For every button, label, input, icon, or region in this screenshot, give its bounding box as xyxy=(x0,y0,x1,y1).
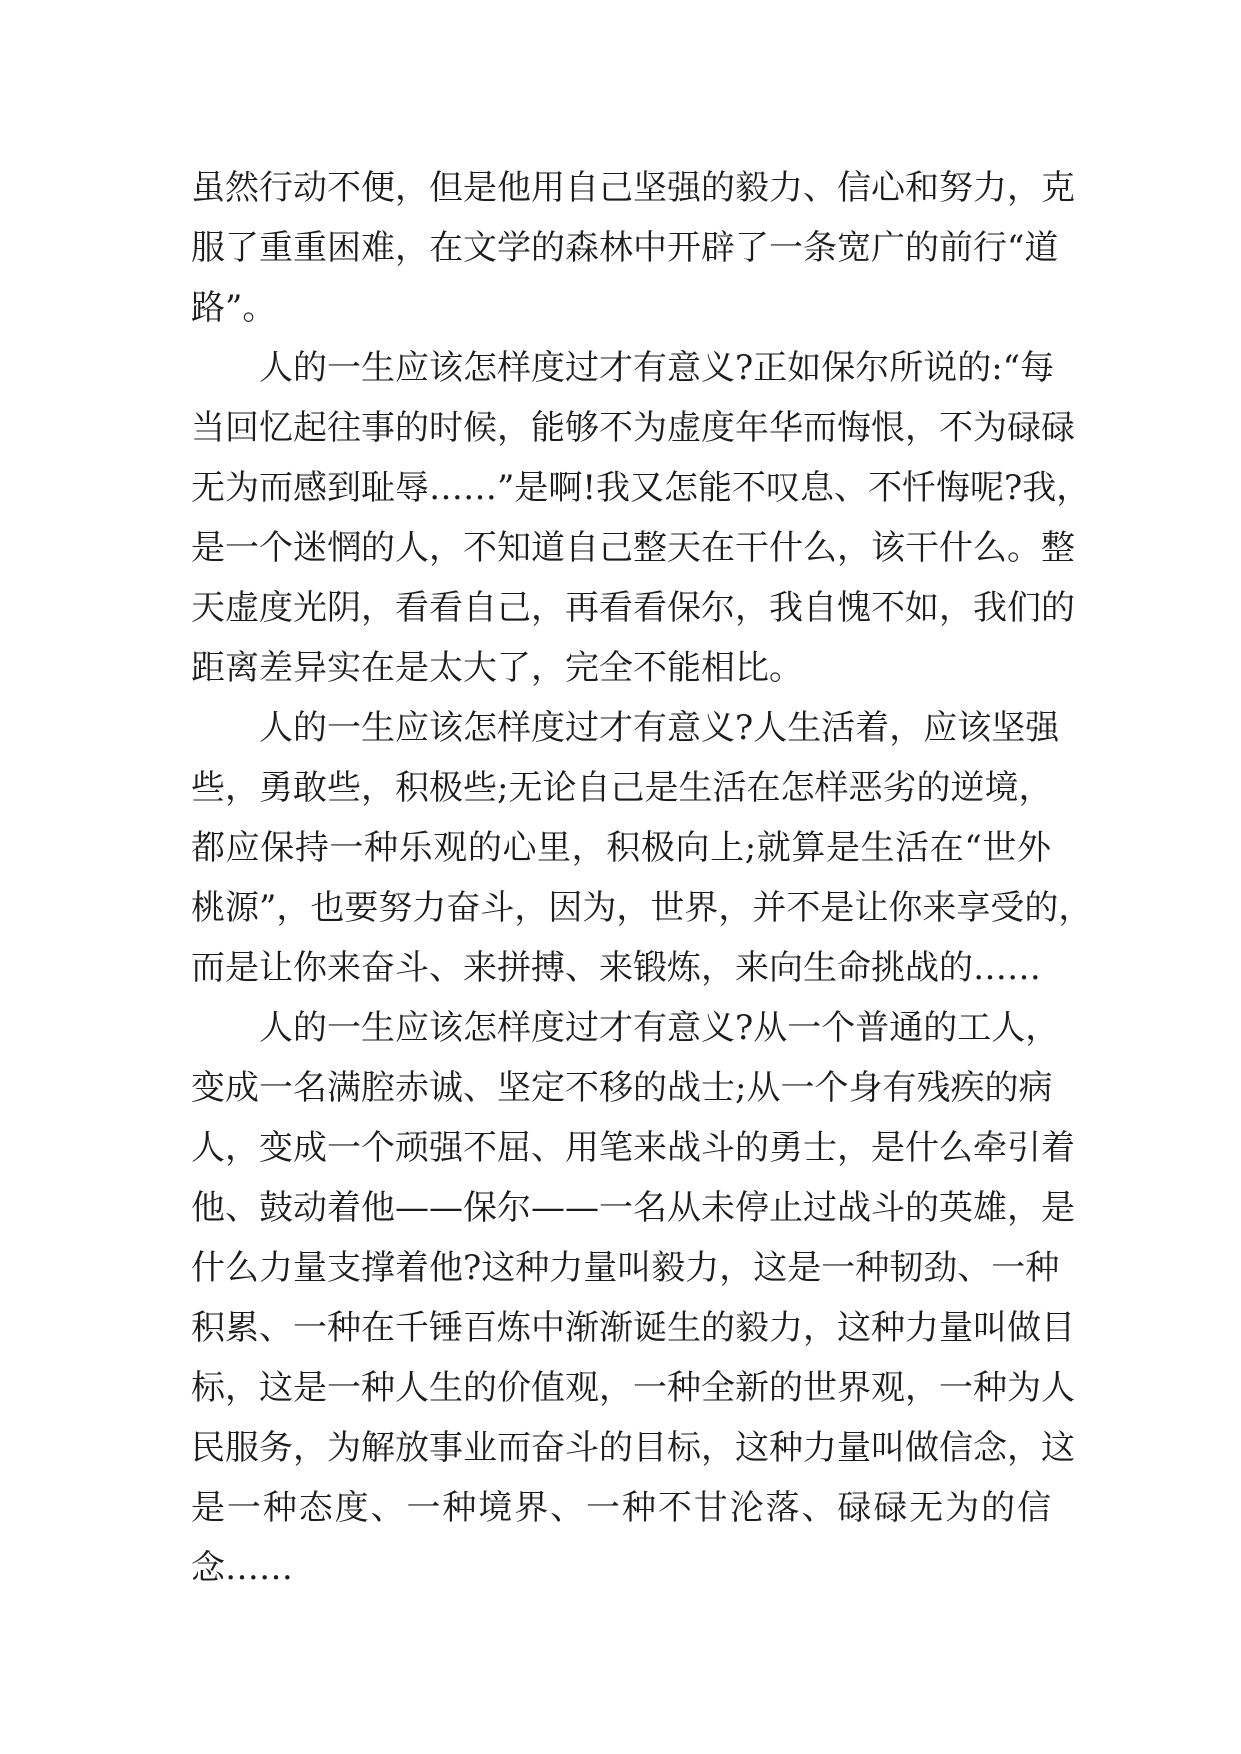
text-line: 变成一名满腔赤诚、坚定不移的战士;从一个身有残疾的病 xyxy=(191,1068,1053,1108)
paragraph xyxy=(191,698,1093,998)
text-line: 无为而感到耻辱……”是啊!我又怎能不叹息、不忏悔呢?我， xyxy=(191,468,1091,508)
text-line: 标，这是一种人生的价值观，一种全新的世界观，一种为人 xyxy=(191,1368,1075,1408)
text-line: 人的一生应该怎样度过才有意义?从一个普通的工人， xyxy=(259,1008,1060,1048)
text-line: 而是让你来奋斗、来拼搏、来锻炼，来向生命挑战的…… xyxy=(191,948,1041,988)
text-line: 路”。 xyxy=(191,288,277,328)
text-line: 他、鼓动着他——保尔——一名从未停止过战斗的英雄，是 xyxy=(191,1188,1075,1228)
text-line: 距离差异实在是太大了，完全不能相比。 xyxy=(191,648,803,688)
text-line: 服了重重困难，在文学的森林中开辟了一条宽广的前行“道 xyxy=(191,228,1059,268)
text-line: 都应保持一种乐观的心里，积极向上;就算是生活在“世外 xyxy=(191,828,1051,868)
document-body xyxy=(191,158,1093,1598)
text-line: 人，变成一个顽强不屈、用笔来战斗的勇士，是什么牵引着 xyxy=(191,1128,1075,1168)
text-line: 民服务，为解放事业而奋斗的目标，这种力量叫做信念，这 xyxy=(191,1428,1075,1468)
text-line: 人的一生应该怎样度过才有意义?正如保尔所说的:“每 xyxy=(259,348,1055,388)
text-line: 什么力量支撑着他?这种力量叫毅力，这是一种韧劲、一种 xyxy=(191,1248,1060,1288)
text-line: 天虚度光阴，看看自己，再看看保尔，我自愧不如，我们的 xyxy=(191,588,1075,628)
paragraph xyxy=(191,158,1075,338)
text-line: 虽然行动不便，但是他用自己坚强的毅力、信心和努力，克 xyxy=(191,168,1075,208)
text-line: 念…… xyxy=(191,1548,293,1588)
text-line: 当回忆起往事的时候，能够不为虚度年华而悔恨，不为碌碌 xyxy=(191,408,1075,448)
text-line: 些，勇敢些，积极些;无论自己是生活在怎样恶劣的逆境， xyxy=(191,768,1053,808)
text-line: 桃源”，也要努力奋斗，因为，世界，并不是让你来享受的， xyxy=(191,888,1093,928)
text-line: 是一种态度、一种境界、一种不甘沦落、碌碌无为的信 xyxy=(191,1488,1051,1528)
text-line: 人的一生应该怎样度过才有意义?人生活着，应该坚强 xyxy=(259,708,1060,748)
paragraph xyxy=(191,998,1075,1598)
paragraph xyxy=(191,338,1091,698)
text-line: 积累、一种在千锤百炼中渐渐诞生的毅力，这种力量叫做目 xyxy=(191,1308,1075,1348)
text-line: 是一个迷惘的人，不知道自己整天在干什么，该干什么。整 xyxy=(191,528,1075,568)
